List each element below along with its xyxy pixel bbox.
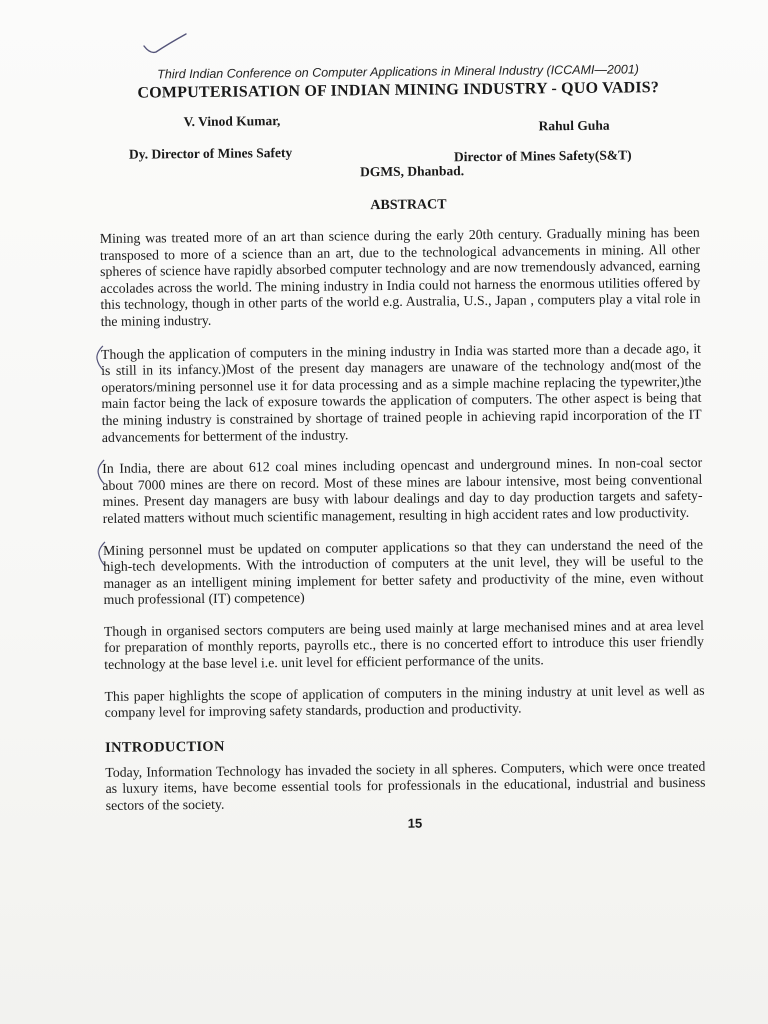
designations-row <box>99 141 699 167</box>
abstract-paragraph: Mining was treated more of an art than science during the early 20th century. Gradually mining has been transposed to more of a science than an art, due to the technological advancements in mining. All other spheres of science have rapidly absorbed computer technology and are now tremendously advanced, earning accolades across the world. The mining industry in India could not harness the enormous utilities offered by this technology, though in other parts of the world e.g. Australia, U.S., Japan , computers play a vital role in the mining industry. <box>99 224 701 329</box>
author-2-name: Rahul Guha <box>538 117 610 134</box>
introduction-paragraph: Today, Information Technology has invaded the society in all spheres. Computers, which were once treated as luxury items, have become essential tools for professionals in the educational, industrial and business sectors of the society. <box>105 758 706 813</box>
organisation: DGMS, Dhanbad. <box>360 163 465 180</box>
abstract-paragraph-block <box>103 536 704 609</box>
abstract-heading: ABSTRACT <box>370 197 447 214</box>
abstract-paragraph: In India, there are about 612 coal mines including opencast and underground mines. In non-coal sector about 7000 mines are there on record. Most of these mines are labour intensive, most being conventional mines. Present day managers are busy with labour dealings and day to day production targets and safety-related matters without much scientific management, resulting in high accident rates and low productivity. <box>102 454 703 526</box>
author-1-name: V. Vinod Kumar, <box>183 113 281 130</box>
conference-name: Third Indian Conference on Computer Applications in Mineral Industry (ICCAMI—2001) <box>157 62 639 82</box>
author-2-designation: Director of Mines Safety(S&T) <box>453 147 632 165</box>
paper-content <box>98 62 706 834</box>
abstract-paragraph: Mining personnel must be updated on computer applications so that they can understand the need of the high-tech developments. With the introduction of computers at the unit level, they will be useful to the manager as an intelligent mining implement for better safety and productivity of the mine, even without much professional (IT) competence) <box>102 536 704 608</box>
abstract-paragraph: Though the application of computers in the mining industry in India was started more than a decade ago, it is still in its infancy.)Most of the present day managers are unaware of the technology and(most of the operators/mining personnel use it for data processing and as a simple machine replacing the typewriter,)the main factor being the lack of exposure towards the application of computers. The other aspect is being that the mining industry is constrained by shortage of trained people in achieving rapid incorporation of the IT advancements for betterment of the industry. <box>100 340 702 445</box>
author-1-designation: Dy. Director of Mines Safety <box>128 144 293 162</box>
abstract-paragraph-block <box>101 340 702 446</box>
authors-row <box>98 107 698 137</box>
abstract-paragraph: This paper highlights the scope of application of computers in the mining industry at unit level as well as company level for improving safety standards, production and productivity. <box>104 682 705 721</box>
page-number: 15 <box>407 815 423 831</box>
introduction-heading: INTRODUCTION <box>105 738 225 756</box>
pen-tick-mark-icon <box>140 30 190 60</box>
abstract-paragraph: Though in organised sectors computers are being used mainly at large mechanised mines and at area level for preparation of monthly reports, payrolls etc., there is no concerted effort to introduce this user friendly technology at the base level i.e. unit level for efficient performance of the units. <box>103 617 705 673</box>
paper-title: COMPUTERISATION OF INDIAN MINING INDUSTRY - QUO VADIS? <box>137 79 660 102</box>
abstract-paragraph-block <box>102 455 703 528</box>
